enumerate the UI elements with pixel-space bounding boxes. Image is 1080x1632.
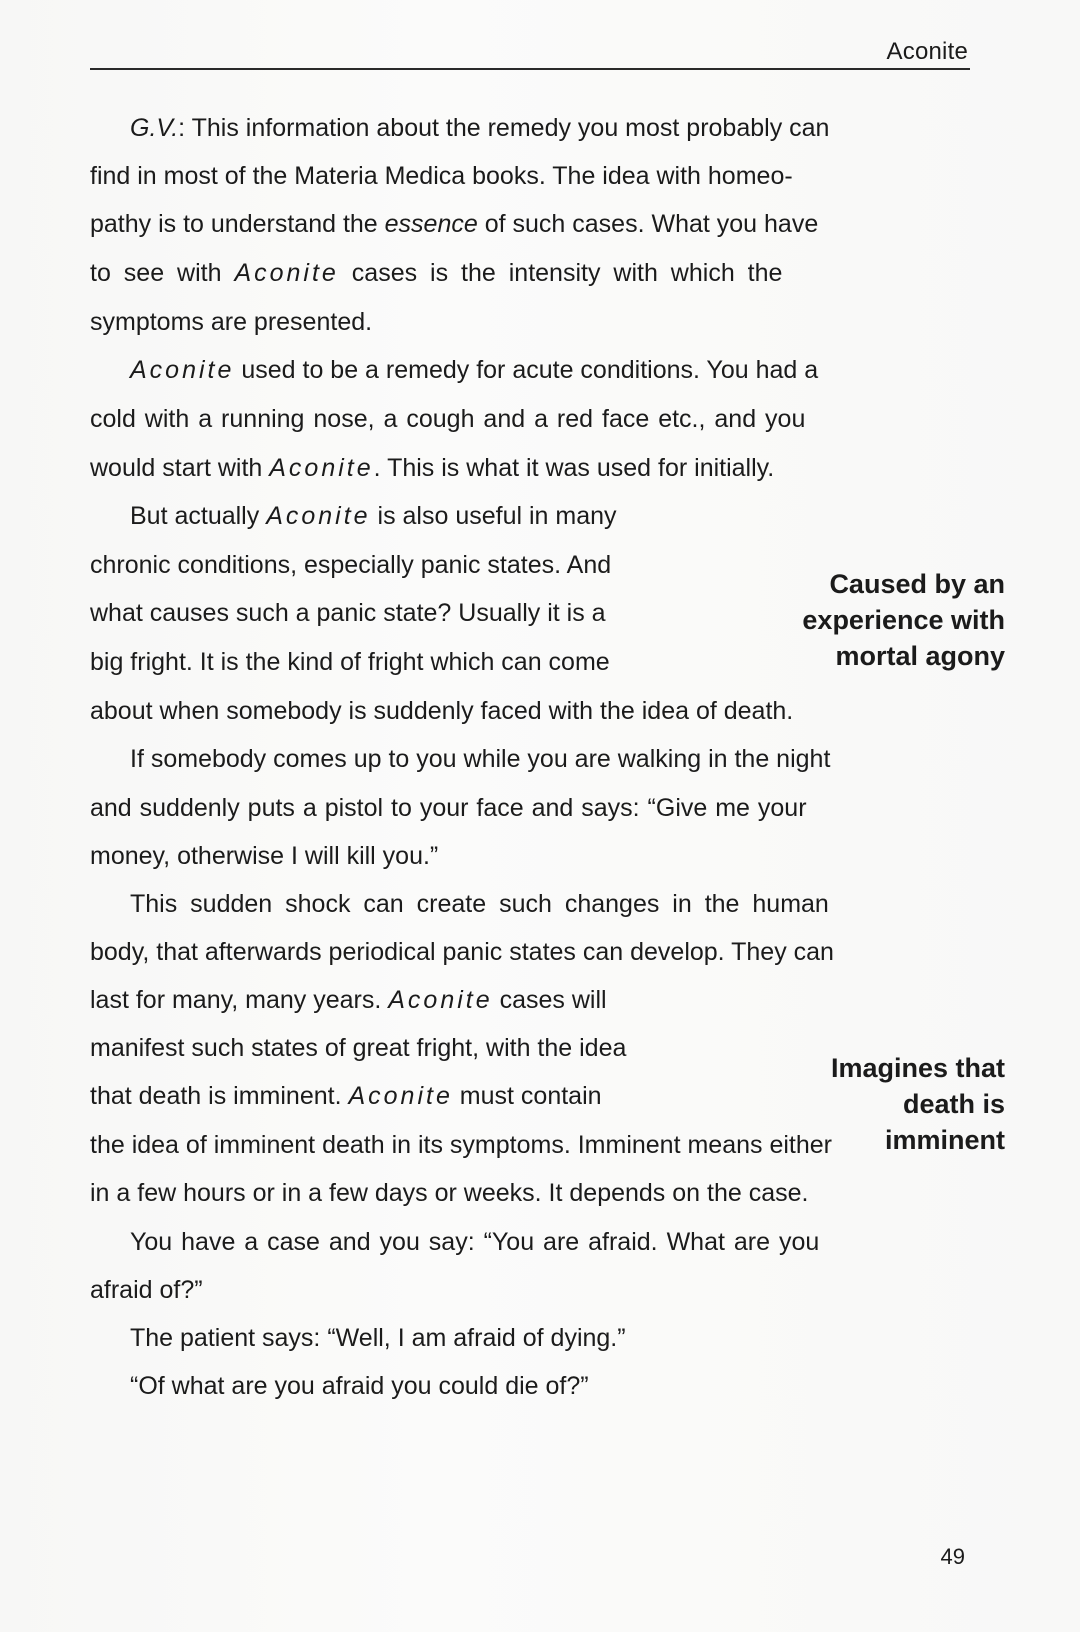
- remedy-name: Aconite: [130, 356, 235, 384]
- text-fragment: would start with: [90, 454, 270, 482]
- text-fragment: is also useful in many: [370, 502, 617, 530]
- body-line-24: [130, 1227, 819, 1257]
- text-fragment: The patient says: “Well, I am afraid of dying.”: [130, 1324, 626, 1352]
- text-fragment: manifest such states of great fright, with the idea: [90, 1034, 627, 1062]
- body-line-6: [130, 355, 818, 385]
- body-line-11: [90, 598, 606, 628]
- text-fragment: the idea of imminent death in its symptoms. Imminent means either: [90, 1131, 832, 1159]
- text-fragment: body, that afterwards periodical panic states can develop. They can: [90, 938, 834, 966]
- text-fragment: You have a case and you say: “You are afraid. What are you: [130, 1228, 820, 1256]
- body-line-2: [90, 161, 962, 191]
- text-fragment: find in most of the Materia Medica books. The idea with homeo-: [90, 162, 793, 190]
- body-line-26: [130, 1323, 626, 1353]
- body-line-9: [130, 501, 617, 531]
- body-line-18: [90, 937, 834, 967]
- body-line-17: [130, 889, 829, 919]
- text-fragment: in a few hours or in a few days or weeks. It depends on the case.: [90, 1179, 809, 1207]
- body-line-1: [130, 113, 962, 143]
- page-number: 49: [940, 1544, 965, 1569]
- text-fragment: cold with a running nose, a cough and a red face etc., and you: [90, 405, 806, 433]
- body-line-10: [90, 550, 611, 580]
- text-fragment: money, otherwise I will kill you.”: [90, 842, 439, 870]
- text-fragment: what causes such a panic state? Usually it is a: [90, 599, 606, 627]
- body-line-4: [90, 258, 962, 288]
- text-fragment: : This information about the remedy you most probably can: [178, 114, 830, 142]
- margin-note-line: Imagines that: [830, 1053, 1005, 1083]
- margin-note-mortal-agony: [802, 566, 1005, 674]
- text-fragment: chronic conditions, especially panic states. And: [90, 551, 612, 579]
- body-line-25: [90, 1275, 203, 1305]
- body-line-23: [90, 1178, 808, 1208]
- text-fragment: of such cases. What you have: [477, 210, 819, 238]
- text-fragment: But actually: [130, 502, 267, 530]
- margin-note-line: experience with: [802, 605, 1005, 635]
- body-line-12: [90, 647, 610, 677]
- header-rule: [90, 68, 970, 70]
- body-line-5: [90, 307, 372, 337]
- body-line-7: [90, 404, 805, 434]
- text-fragment: cases will: [492, 986, 607, 1014]
- margin-note-line: mortal agony: [835, 641, 1005, 671]
- text-fragment: If somebody comes up to you while you are walking in the night: [130, 745, 831, 773]
- body-line-27: [130, 1371, 589, 1401]
- text-fragment: This sudden shock can create such changes in the human: [130, 890, 829, 918]
- body-line-20: [90, 1033, 626, 1063]
- body-line-14: [130, 744, 830, 774]
- margin-note-line: Caused by an: [829, 569, 1005, 599]
- remedy-name: Aconite: [388, 986, 493, 1014]
- speaker-initials: G.V.: [130, 114, 179, 142]
- body-line-22: [90, 1130, 832, 1160]
- margin-note-imminent-death: [831, 1050, 1005, 1158]
- text-fragment: must contain: [452, 1082, 602, 1110]
- remedy-name: Aconite: [234, 259, 339, 287]
- body-line-19: [90, 985, 607, 1015]
- running-head: Aconite: [886, 38, 968, 65]
- text-fragment: big fright. It is the kind of fright which can come: [90, 648, 610, 676]
- remedy-name: Aconite: [266, 502, 371, 530]
- body-line-3: [90, 209, 962, 239]
- text-fragment: symptoms are presented.: [90, 308, 373, 336]
- text-fragment: pathy is to understand the: [90, 210, 385, 238]
- body-line-16: [90, 841, 438, 871]
- remedy-name: Aconite: [269, 454, 374, 482]
- text-fragment: used to be a remedy for acute conditions. You had a: [234, 356, 819, 384]
- body-line-8: [90, 453, 774, 483]
- body-line-21: [90, 1081, 602, 1111]
- text-fragment: about when somebody is suddenly faced with the idea of death.: [90, 697, 794, 725]
- text-fragment: . This is what it was used for initially.: [373, 454, 775, 482]
- text-fragment: afraid of?”: [90, 1276, 203, 1304]
- text-fragment: last for many, many years.: [90, 986, 389, 1014]
- emphasis-text: essence: [384, 210, 478, 238]
- text-fragment: that death is imminent.: [90, 1082, 349, 1110]
- remedy-name: Aconite: [348, 1082, 453, 1110]
- text-fragment: cases is the intensity with which the: [338, 259, 783, 287]
- body-line-13: [90, 696, 793, 726]
- margin-note-line: imminent: [884, 1125, 1005, 1155]
- text-fragment: to see with: [90, 259, 235, 287]
- text-fragment: and suddenly puts a pistol to your face and says: “Give me your: [90, 794, 807, 822]
- text-fragment: “Of what are you afraid you could die of?”: [130, 1372, 589, 1400]
- body-line-15: [90, 793, 807, 823]
- margin-note-line: death is: [902, 1089, 1005, 1119]
